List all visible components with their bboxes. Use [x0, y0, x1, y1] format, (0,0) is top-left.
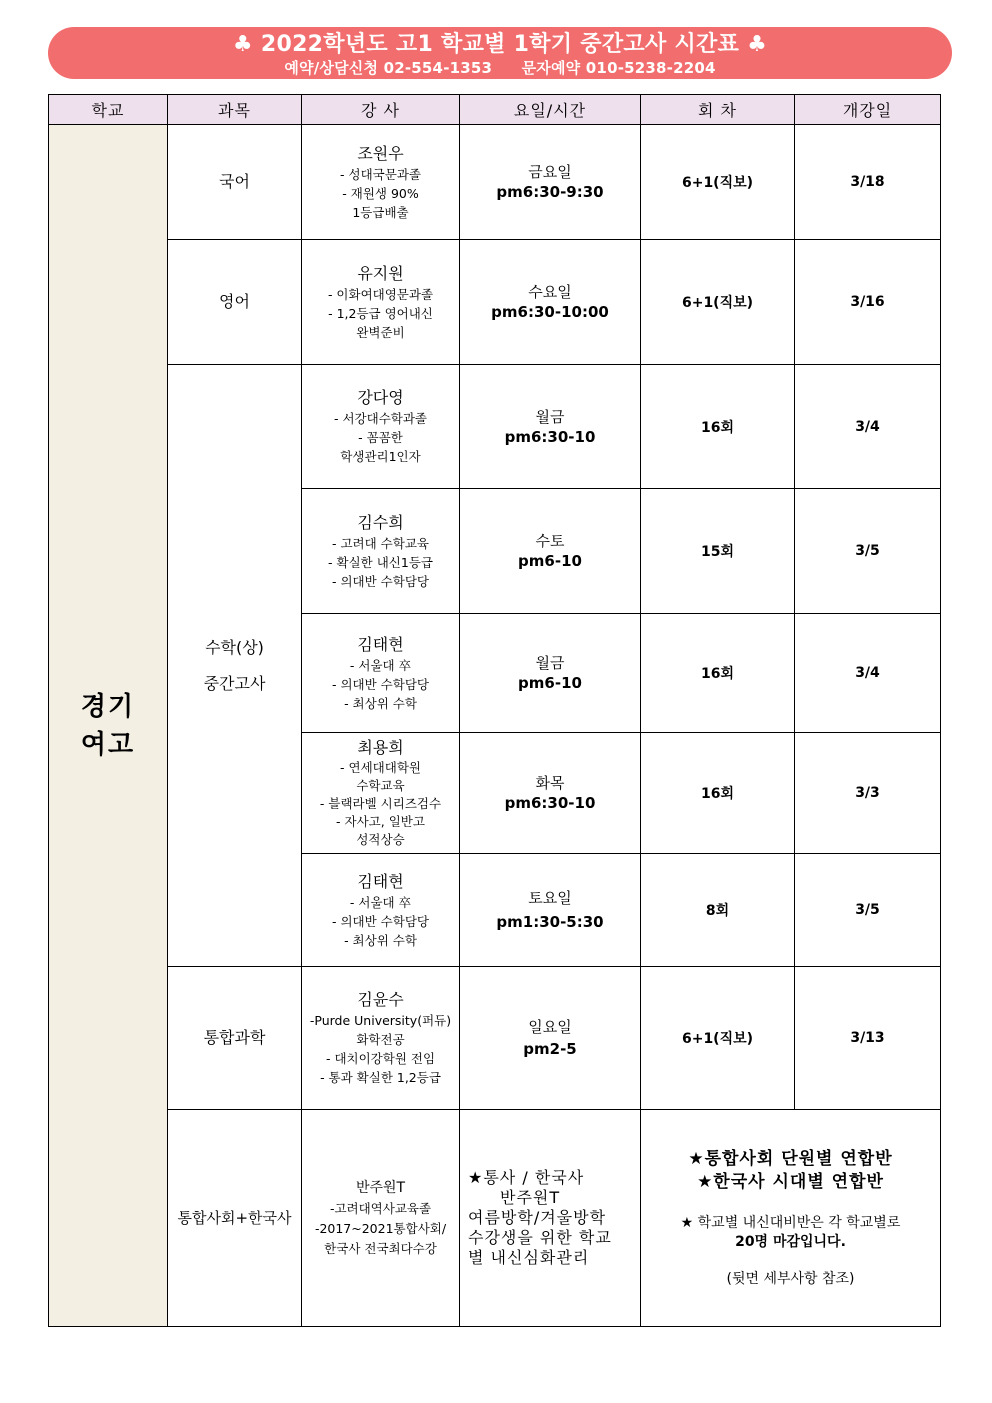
- teacher-desc: - 서강대수학과졸 - 꼼꼼한 학생관리1인자: [333, 411, 427, 464]
- school-name-line2: 여고: [80, 729, 136, 760]
- sessions-cell: 6+1(직보): [641, 967, 795, 1110]
- contact-sms: 문자예약 010-5238-2204: [521, 59, 716, 77]
- teacher-desc: - 연세대대학원 수학교육 - 블랙라벨 시리즈검수 - 자사고, 일반고 성적상승: [319, 760, 442, 847]
- start-date-cell: 3/5: [795, 854, 941, 967]
- schedule-cell: [460, 365, 641, 489]
- day-text: 화목: [535, 774, 565, 792]
- teacher-name: 유지원: [357, 263, 404, 283]
- time-text: pm6-10: [518, 674, 582, 692]
- teacher-cell: [302, 854, 460, 967]
- time-text: pm6:30-10: [504, 794, 596, 812]
- header-row: [49, 95, 941, 125]
- teacher-desc: -고려대역사교육졸 -2017~2021통합사회/ 한국사 전국최다수강: [314, 1201, 447, 1256]
- teacher-desc: - 서울대 卒 - 의대반 수학담당 - 최상위 수학: [332, 657, 429, 711]
- sessions-cell: 16회: [641, 365, 795, 489]
- day-text: 월금: [535, 654, 565, 672]
- subject-math-line2: 중간고사: [203, 673, 266, 693]
- teacher-name: 김윤수: [357, 990, 404, 1009]
- time-text: pm6:30-9:30: [496, 183, 604, 201]
- teacher-cell: [302, 365, 460, 489]
- note-footer: (뒷면 세부사항 참조): [726, 1271, 855, 1287]
- teacher-name: 최용희: [357, 738, 404, 757]
- start-date-cell: 3/5: [795, 489, 941, 614]
- teacher-cell: [302, 614, 460, 733]
- start-date-cell: 3/3: [795, 733, 941, 854]
- col-teacher: 강 사: [302, 95, 460, 125]
- subject-math-line1: 수학(상): [205, 637, 264, 657]
- teacher-name: 반주원T: [355, 1180, 406, 1196]
- sessions-cell: 8회: [641, 854, 795, 967]
- schedule-cell: [460, 733, 641, 854]
- teacher-cell: [302, 489, 460, 614]
- sessions-cell: 6+1(직보): [641, 240, 795, 365]
- subject-cell: 국어: [168, 125, 302, 240]
- schedule-cell: [460, 240, 641, 365]
- start-date-cell: 3/4: [795, 614, 941, 733]
- schedule-cell: [460, 125, 641, 240]
- day-text: 일요일: [528, 1018, 572, 1036]
- col-subject: 과목: [168, 95, 302, 125]
- schedule-cell: [460, 854, 641, 967]
- note-headline-1: ★통합사회 단원별 연합반: [688, 1149, 893, 1169]
- start-date-cell: 3/18: [795, 125, 941, 240]
- teacher-desc: - 서울대 卒 - 의대반 수학담당 - 최상위 수학: [332, 894, 429, 948]
- col-school: 학교: [49, 95, 168, 125]
- day-text: 수토: [535, 532, 565, 550]
- sessions-cell: 16회: [641, 733, 795, 854]
- teacher-cell: [302, 240, 460, 365]
- col-start-date: 개강일: [795, 95, 941, 125]
- note-headline-2: ★한국사 시대별 연합반: [697, 1172, 884, 1192]
- table-row: [49, 240, 941, 365]
- day-text: 수요일: [528, 283, 572, 301]
- teacher-name: 강다영: [357, 388, 404, 407]
- subject-cell: 통합사회+한국사: [168, 1110, 302, 1327]
- teacher-desc: - 이화여대영문과졸 - 1,2등급 영어내신 완벽준비: [327, 286, 434, 340]
- time-text: pm6:30-10: [504, 427, 596, 446]
- teacher-name: 김수희: [357, 512, 404, 532]
- teacher-cell: [302, 733, 460, 854]
- social-note-right: [641, 1110, 941, 1327]
- schedule-table: [48, 94, 941, 1327]
- subject-cell: 통합과학: [168, 967, 302, 1110]
- contact-phone: 예약/상담신청 02-554-1353: [284, 59, 493, 77]
- col-day-time: 요일/시간: [460, 95, 641, 125]
- start-date-cell: 3/16: [795, 240, 941, 365]
- teacher-name: 김태현: [357, 871, 404, 891]
- teacher-desc: -Purde University(퍼듀) 화학전공 - 대치이강학원 전임 - 통과 확실한 1,2등급: [309, 1013, 452, 1085]
- subject-cell-math: [168, 365, 302, 967]
- title-banner: [48, 27, 952, 79]
- contact-line: [48, 60, 952, 77]
- day-text: 금요일: [528, 163, 572, 181]
- day-text: 토요일: [528, 889, 572, 907]
- time-text: pm1:30-5:30: [496, 913, 604, 931]
- subject-cell: 영어: [168, 240, 302, 365]
- sessions-cell: 16회: [641, 614, 795, 733]
- schedule-cell: [460, 489, 641, 614]
- teacher-name: 김태현: [357, 634, 404, 654]
- col-sessions: 회 차: [641, 95, 795, 125]
- sessions-cell: 6+1(직보): [641, 125, 795, 240]
- schedule-cell: [460, 967, 641, 1110]
- day-text: 월금: [535, 407, 565, 426]
- sessions-cell: 15회: [641, 489, 795, 614]
- table-row: [49, 125, 941, 240]
- start-date-cell: 3/13: [795, 967, 941, 1110]
- note-capacity: ★ 학교별 내신대비반은 각 학교별로 20명 마감입니다.: [680, 1215, 901, 1250]
- page-title: ♣ 2022학년도 고1 학교별 1학기 중간고사 시간표 ♣: [232, 32, 768, 57]
- table-row: [49, 1110, 941, 1327]
- table-row: [49, 967, 941, 1110]
- start-date-cell: 3/4: [795, 365, 941, 489]
- time-text: pm6-10: [518, 552, 582, 570]
- teacher-name: 조원우: [357, 143, 404, 163]
- teacher-desc: - 성대국문과졸 - 재원생 90% 1등급배출: [340, 166, 421, 220]
- school-cell: [49, 125, 168, 1327]
- time-text: pm2-5: [523, 1040, 577, 1058]
- school-name-line1: 경기: [80, 691, 136, 722]
- table-row: [49, 365, 941, 489]
- teacher-cell: [302, 1110, 460, 1327]
- teacher-cell: [302, 125, 460, 240]
- teacher-cell: [302, 967, 460, 1110]
- time-text: pm6:30-10:00: [491, 303, 609, 321]
- teacher-desc: - 고려대 수학교육 - 확실한 내신1등급 - 의대반 수학담당: [328, 535, 433, 589]
- social-note-left: ★통사 / 한국사 반주원T 여름방학/겨울방학 수강생을 위한 학교 별 내신심화관리: [460, 1110, 641, 1327]
- schedule-cell: [460, 614, 641, 733]
